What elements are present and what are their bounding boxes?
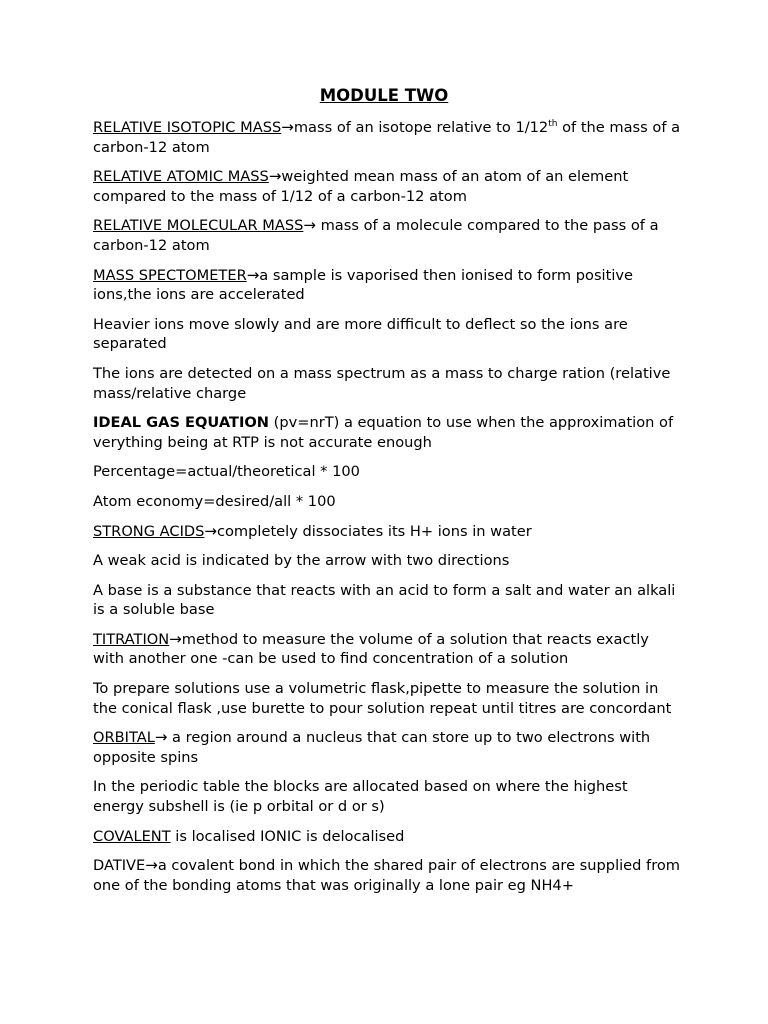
definition-text: completely dissociates its H+ ions in water [216,522,532,540]
definition-text-continued: of the mass of a carbon-12 atom [93,119,681,156]
paragraph-covalent [93,827,683,847]
term-orbital: ORBITAL [93,729,155,747]
right-arrow-icon: → [246,265,260,284]
paragraph-orbital [93,728,683,767]
paragraph-ideal-gas-equation [93,413,683,452]
paragraph-relative-atomic-mass [93,167,683,206]
definition-text: (pv=nrT) a equation to use when the approximation of verything being at RTP is not accurate enough [93,414,674,451]
paragraph-strong-acids [93,522,683,542]
term-strong-acids: STRONG ACIDS [93,522,205,540]
definition-text: a sample is vaporised then ionised to form positive ions,the ions are accelerated [93,266,633,304]
term-mass-spectometer: MASS SPECTOMETER [93,266,247,284]
paragraph-mass-spectometer [93,266,683,305]
term-relative-molecular-mass: RELATIVE MOLECULAR MASS [93,217,304,235]
paragraph-weak-acid: A weak acid is indicated by the arrow with two directions [93,552,510,570]
paragraph-relative-molecular-mass [93,216,683,255]
paragraph-dative [93,856,683,895]
term-covalent: COVALENT [93,827,171,845]
right-arrow-icon: → [268,167,282,186]
paragraph-relative-isotopic-mass [93,118,683,157]
right-arrow-icon: → [145,856,158,875]
superscript-th: th [548,119,558,129]
right-arrow-icon: → [303,216,316,235]
definition-text: a covalent bond in which the shared pair of electrons are supplied from one of the bonding atoms that was originally a lone pair eg NH4+ [93,857,681,894]
term-relative-atomic-mass: RELATIVE ATOMIC MASS [93,168,269,186]
term-dative: DATIVE [93,857,146,875]
paragraph-prepare-solutions: To prepare solutions use a volumetric flask,pipette to measure the solution in the conical flask ,use burette to pour solution repeat until titres are concordant [93,680,672,717]
definition-text: mass of a molecule compared to the pass of a carbon-12 atom [93,217,659,254]
definition-text: weighted mean mass of an atom of an element compared to the mass of 1/12 of a carbon-12 atom [93,168,629,205]
definition-text: method to measure the volume of a solution that reacts exactly with another one -can be used to find concentration of a solution [93,630,649,668]
paragraph-base: A base is a substance that reacts with an acid to form a salt and water an alkali is a soluble base [93,581,676,619]
definition-text: a region around a nucleus that can store up to two electrons with opposite spins [93,729,651,766]
document-body [93,118,683,905]
right-arrow-icon: → [154,728,168,747]
term-relative-isotopic-mass: RELATIVE ISOTOPIC MASS [93,119,282,136]
right-arrow-icon: → [204,521,217,540]
paragraph-heavier-ions: Heavier ions move slowly and are more difficult to deflect so the ions are separated [93,315,628,353]
paragraph-percentage: Percentage=actual/theoretical * 100 [93,463,360,481]
term-titration: TITRATION [93,630,170,648]
right-arrow-icon: → [281,118,294,136]
paragraph-ions-detected: The ions are detected on a mass spectrum as a mass to charge ration (relative mass/relative charge [93,364,671,402]
term-ideal-gas-equation: IDEAL GAS EQUATION [93,414,269,432]
definition-text: mass of an isotope relative to 1/12 [293,119,549,136]
definition-text: is localised IONIC is delocalised [170,827,405,845]
paragraph-periodic-table: In the periodic table the blocks are allocated based on where the highest energy subshell is (ie p orbital or d or s) [93,778,628,816]
paragraph-atom-economy: Atom economy=desired/all * 100 [93,492,336,510]
right-arrow-icon: → [169,629,182,648]
paragraph-titration [93,630,683,669]
page-title: MODULE TWO [319,86,449,105]
